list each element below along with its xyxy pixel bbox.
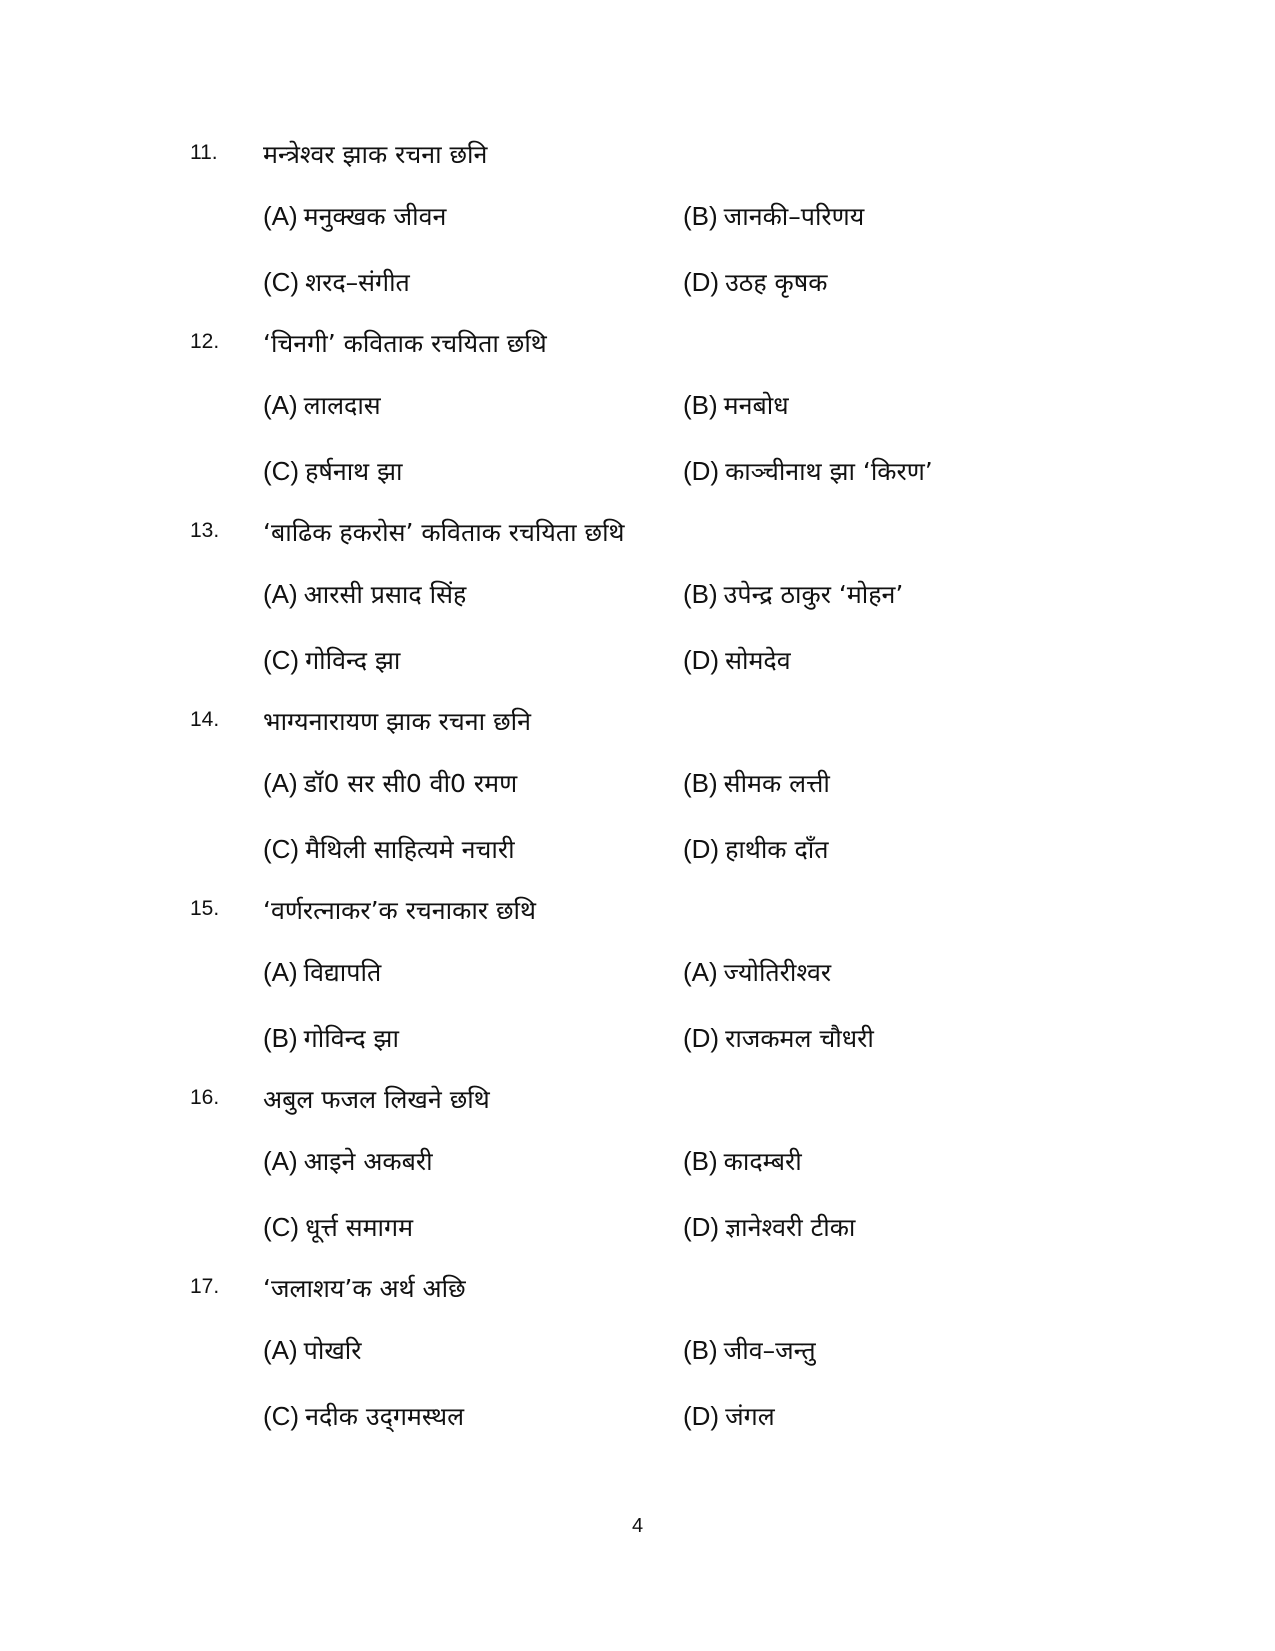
option-c	[263, 643, 400, 677]
option-label: (D)	[683, 267, 720, 297]
option-text: जीव–जन्तु	[723, 1336, 816, 1365]
option-d	[683, 832, 828, 866]
option-d	[683, 1021, 874, 1055]
question-number: 11.	[190, 141, 218, 164]
option-label: (A)	[263, 579, 298, 609]
question-number: 13.	[190, 519, 220, 542]
option-label: (B)	[263, 1023, 298, 1053]
option-label: (A)	[263, 1146, 298, 1176]
option-a	[263, 577, 466, 611]
option-b	[683, 766, 830, 800]
option-c	[263, 832, 515, 866]
option-b	[683, 1333, 816, 1367]
option-label: (D)	[683, 1023, 720, 1053]
option-text: राजकमल चौधरी	[725, 1024, 874, 1053]
option-label: (C)	[263, 834, 300, 864]
option-label: (B)	[683, 579, 718, 609]
question-text: ‘वर्णरत्नाकर’क रचनाकार छथि	[263, 896, 536, 925]
option-text: नदीक उद्‌गमस्थल	[305, 1402, 465, 1431]
option-text: कादम्बरी	[723, 1147, 802, 1176]
option-c	[263, 1210, 413, 1244]
option-c	[263, 1399, 464, 1433]
option-label: (B)	[683, 1335, 718, 1365]
option-b	[683, 199, 864, 233]
question-text: मन्त्रेश्वर झाक रचना छनि	[263, 140, 488, 169]
question-text: भाग्यनारायण झाक रचना छनि	[263, 707, 531, 736]
option-label: (C)	[263, 1401, 300, 1431]
option-b	[683, 577, 903, 611]
option-text: सीमक लत्ती	[723, 769, 830, 798]
option-label: (A)	[683, 957, 718, 987]
option-text: जानकी–परिणय	[723, 202, 865, 231]
option-text: ज्ञानेश्वरी टीका	[725, 1213, 856, 1242]
option-label: (D)	[683, 456, 720, 486]
option-label: (C)	[263, 267, 300, 297]
option-text: गोविन्द झा	[303, 1024, 399, 1053]
option-label: (A)	[263, 957, 298, 987]
option-text: सोमदेव	[725, 646, 791, 675]
option-label: (D)	[683, 645, 720, 675]
option-text: ज्योतिरीश्वर	[723, 958, 832, 987]
option-a	[263, 1333, 362, 1367]
option-d	[683, 265, 827, 299]
option-label: (D)	[683, 1212, 720, 1242]
option-label: (C)	[263, 1212, 300, 1242]
option-text: गोविन्द झा	[305, 646, 401, 675]
page-number: 4	[631, 1515, 644, 1537]
question-number: 17.	[190, 1275, 220, 1298]
option-label: (D)	[683, 834, 720, 864]
option-label: (C)	[263, 456, 300, 486]
option-label: (D)	[683, 1401, 720, 1431]
option-text: विद्यापति	[303, 958, 382, 987]
option-a	[263, 388, 381, 422]
option-text: काञ्चीनाथ झा ‘किरण’	[725, 457, 933, 486]
option-d	[683, 643, 791, 677]
option-c	[263, 1021, 399, 1055]
option-label: (B)	[683, 390, 718, 420]
option-c	[263, 454, 402, 488]
option-label: (A)	[263, 390, 298, 420]
option-a	[263, 199, 446, 233]
option-label: (C)	[263, 645, 300, 675]
question-text: ‘चिनगी’ कविताक रचयिता छथि	[263, 329, 547, 358]
option-label: (A)	[263, 201, 298, 231]
option-label: (A)	[263, 1335, 298, 1365]
option-text: पोखरि	[303, 1336, 362, 1365]
option-text: मनुक्खक जीवन	[303, 202, 447, 231]
option-label: (B)	[683, 1146, 718, 1176]
option-text: डॉ0 सर सी0 वी0 रमण	[303, 769, 518, 798]
option-text: शरद–संगीत	[305, 268, 410, 297]
option-text: उठह कृषक	[725, 268, 828, 297]
option-label: (B)	[683, 768, 718, 798]
question-text: अबुल फजल लिखने छथि	[263, 1085, 490, 1114]
option-d	[683, 1210, 855, 1244]
option-text: आइने अकबरी	[303, 1147, 433, 1176]
option-text: हाथीक दाँत	[725, 835, 829, 864]
option-d	[683, 1399, 775, 1433]
option-b	[683, 1144, 802, 1178]
option-a	[263, 766, 517, 800]
option-label: (A)	[263, 768, 298, 798]
option-a	[263, 955, 381, 989]
option-d	[683, 454, 933, 488]
option-b	[683, 955, 831, 989]
option-text: उपेन्द्र ठाकुर ‘मोहन’	[723, 580, 904, 609]
option-label: (B)	[683, 201, 718, 231]
question-number: 16.	[190, 1086, 220, 1109]
option-text: मनबोध	[723, 391, 789, 420]
option-a	[263, 1144, 433, 1178]
question-text: ‘बाढिक हकरोस’ कविताक रचयिता छथि	[263, 518, 625, 547]
question-number: 14.	[190, 708, 220, 731]
option-text: लालदास	[303, 391, 381, 420]
question-number: 12.	[190, 330, 220, 353]
option-b	[683, 388, 789, 422]
option-text: जंगल	[725, 1402, 775, 1431]
option-text: आरसी प्रसाद सिंह	[303, 580, 467, 609]
option-text: हर्षनाथ झा	[305, 457, 403, 486]
question-text: ‘जलाशय’क अर्थ अछि	[263, 1274, 466, 1303]
option-text: धूर्त्त समागम	[305, 1213, 414, 1242]
option-text: मैथिली साहित्यमे नचारी	[305, 835, 515, 864]
question-number: 15.	[190, 897, 220, 920]
option-c	[263, 265, 410, 299]
